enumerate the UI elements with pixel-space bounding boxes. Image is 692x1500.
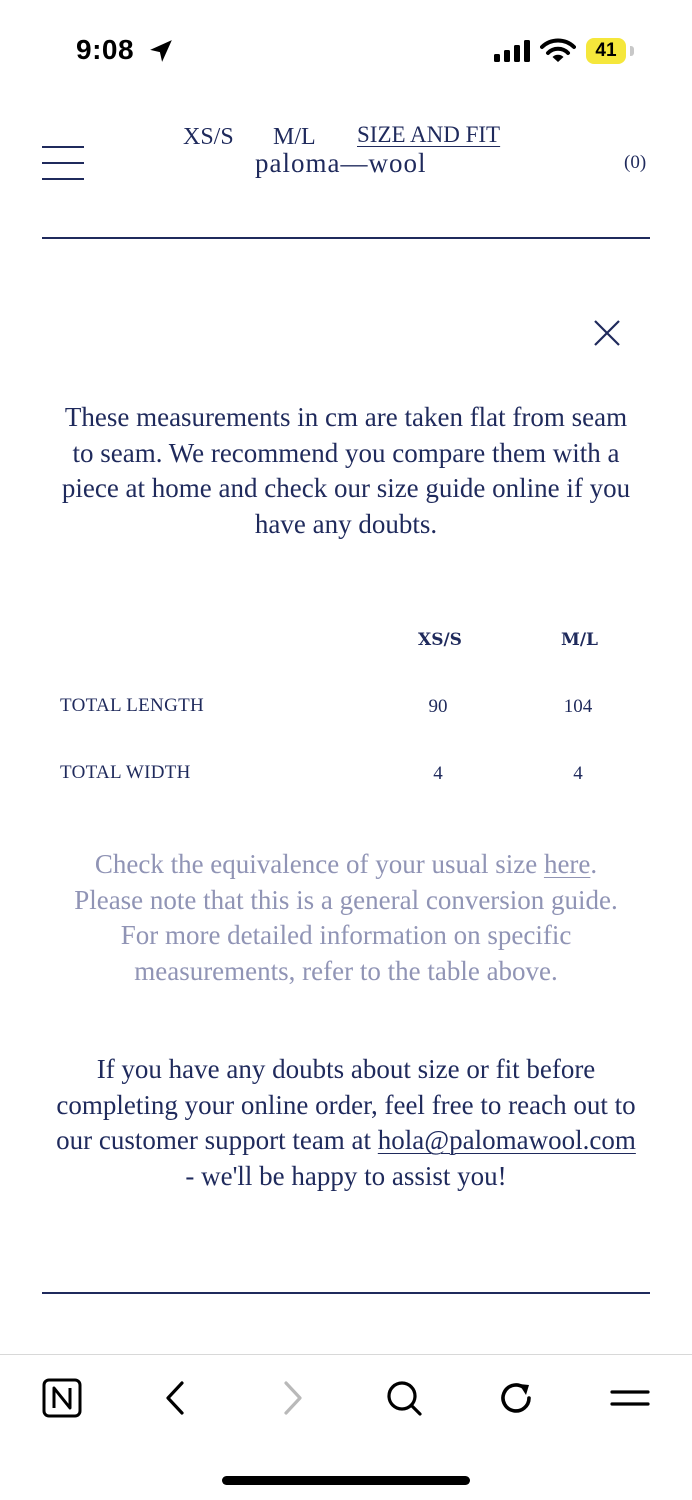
n-logo-icon[interactable]: [42, 1378, 82, 1418]
equivalence-text-end: . Please note that this is a general conversion guide. For more detailed information on specific measurements, refer to the table above.: [74, 849, 618, 986]
size-tab-m-l[interactable]: M/L: [273, 124, 316, 150]
cell-total-length-xs-s: 90: [428, 696, 448, 717]
battery-indicator: 41: [586, 38, 626, 64]
hamburger-icon[interactable]: [42, 146, 84, 180]
search-icon[interactable]: [384, 1378, 424, 1418]
back-icon[interactable]: [156, 1378, 196, 1418]
wifi-icon: [540, 38, 576, 64]
size-equivalence-note: [58, 847, 634, 989]
home-indicator[interactable]: [222, 1476, 470, 1485]
cellular-signal-icon: [494, 40, 532, 62]
forward-icon[interactable]: [272, 1378, 312, 1418]
battery-nub: [630, 46, 634, 56]
size-and-fit-tab[interactable]: SIZE AND FIT: [357, 122, 501, 147]
row-label-total-width: TOTAL WIDTH: [60, 762, 191, 783]
equivalence-here-link[interactable]: here: [543, 849, 591, 879]
toolbar-divider: [0, 1354, 692, 1355]
status-time: 9:08: [76, 34, 135, 65]
measurements-intro: These measurements in cm are taken flat from seam to seam. We recommend you compare them with a piece at home and check our size guide online if you have any doubts.: [61, 402, 631, 539]
support-text-end: - we'll be happy to assist you!: [185, 1160, 507, 1191]
support-text-start: If you have any doubts about size or fit before completing your online order, feel free to reach out to our customer support team at: [56, 1054, 636, 1155]
cell-total-width-xs-s: 4: [433, 763, 443, 784]
cell-total-width-m-l: 4: [573, 763, 583, 784]
close-icon[interactable]: [592, 318, 622, 348]
reload-icon[interactable]: [496, 1378, 536, 1418]
brand-logo[interactable]: paloma—wool: [255, 148, 427, 178]
row-label-total-length: TOTAL LENGTH: [60, 695, 205, 716]
size-tab-xs-s[interactable]: XS/S: [183, 124, 234, 150]
menu-icon[interactable]: [610, 1378, 650, 1418]
footer-divider: [42, 1292, 650, 1294]
cart-count[interactable]: (0): [624, 152, 647, 173]
support-note: [52, 1052, 640, 1194]
location-arrow-icon: [148, 38, 174, 64]
equivalence-text-start: Check the equivalence of your usual size: [94, 849, 544, 879]
column-header-xs-s: XS/S: [418, 630, 462, 650]
header-divider: [42, 237, 650, 239]
support-email-link[interactable]: hola@palomawool.com: [377, 1125, 636, 1155]
cell-total-length-m-l: 104: [563, 696, 593, 717]
column-header-m-l: M/L: [561, 630, 598, 650]
